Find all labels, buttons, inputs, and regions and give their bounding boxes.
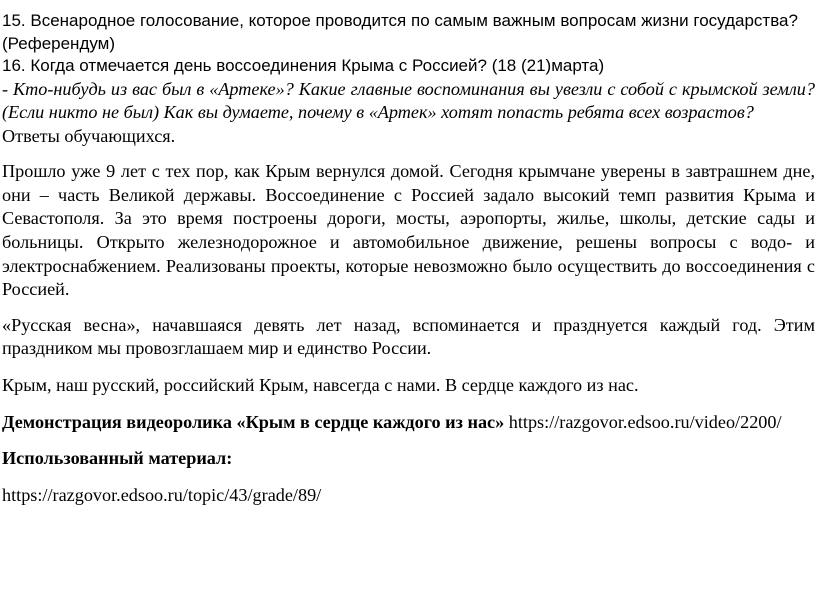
materials-link[interactable]: https://razgovor.edsoo.ru/topic/43/grade/89/: [2, 484, 322, 505]
materials-heading-line: [2, 447, 815, 471]
document-page: [0, 10, 816, 507]
crimea-paragraph-1: Прошло уже 9 лет с тех пор, как Крым вернулся домой. Сегодня крымчане уверены в завтрашнем дне, они – часть Великой державы. Воссоединение с Россией задало высокий темп развития Крыма и Севастополя. За это время построены дороги, мосты, аэропорты, жилье, школы, детские сады и больницы. Открыто железнодорожное и автомобильное движение, решены вопросы с водо- и электроснабжением. Реализованы проекты, которые невозможно было осуществить до воссоединения с Россией.: [2, 161, 815, 300]
answers-label: Ответы обучающихся.: [2, 125, 176, 146]
artek-question: - Кто-нибудь из вас был в «Артеке»? Какие главные воспоминания вы увезли с собой с крымской земли? (Если никто не был) Как вы думаете, почему в «Артек» хотят попасть ребята всех возрастов?: [2, 78, 815, 123]
video-line: [2, 411, 815, 435]
question-15: 15. Всенародное голосование, которое проводится по самым важным вопросам жизни государства? (Референдум): [2, 11, 798, 53]
materials-heading: Использованный материал:: [2, 448, 233, 469]
question-16: 16. Когда отмечается день воссоединения Крыма с Россией? (18 (21)марта): [2, 56, 605, 75]
crimea-paragraph-3: Крым, наш русский, российский Крым, навсегда с нами. В сердце каждого из нас.: [2, 375, 639, 396]
russian-spring-paragraph: «Русская весна», начавшаяся девять лет назад, вспоминается и празднуется каждый год. Этим праздником мы провозглашаем мир и единство России.: [2, 314, 815, 359]
video-label: Демонстрация видеоролика «Крым в сердце каждого из нас»: [2, 411, 505, 432]
video-link[interactable]: https://razgovor.edsoo.ru/video/2200/: [508, 411, 782, 432]
